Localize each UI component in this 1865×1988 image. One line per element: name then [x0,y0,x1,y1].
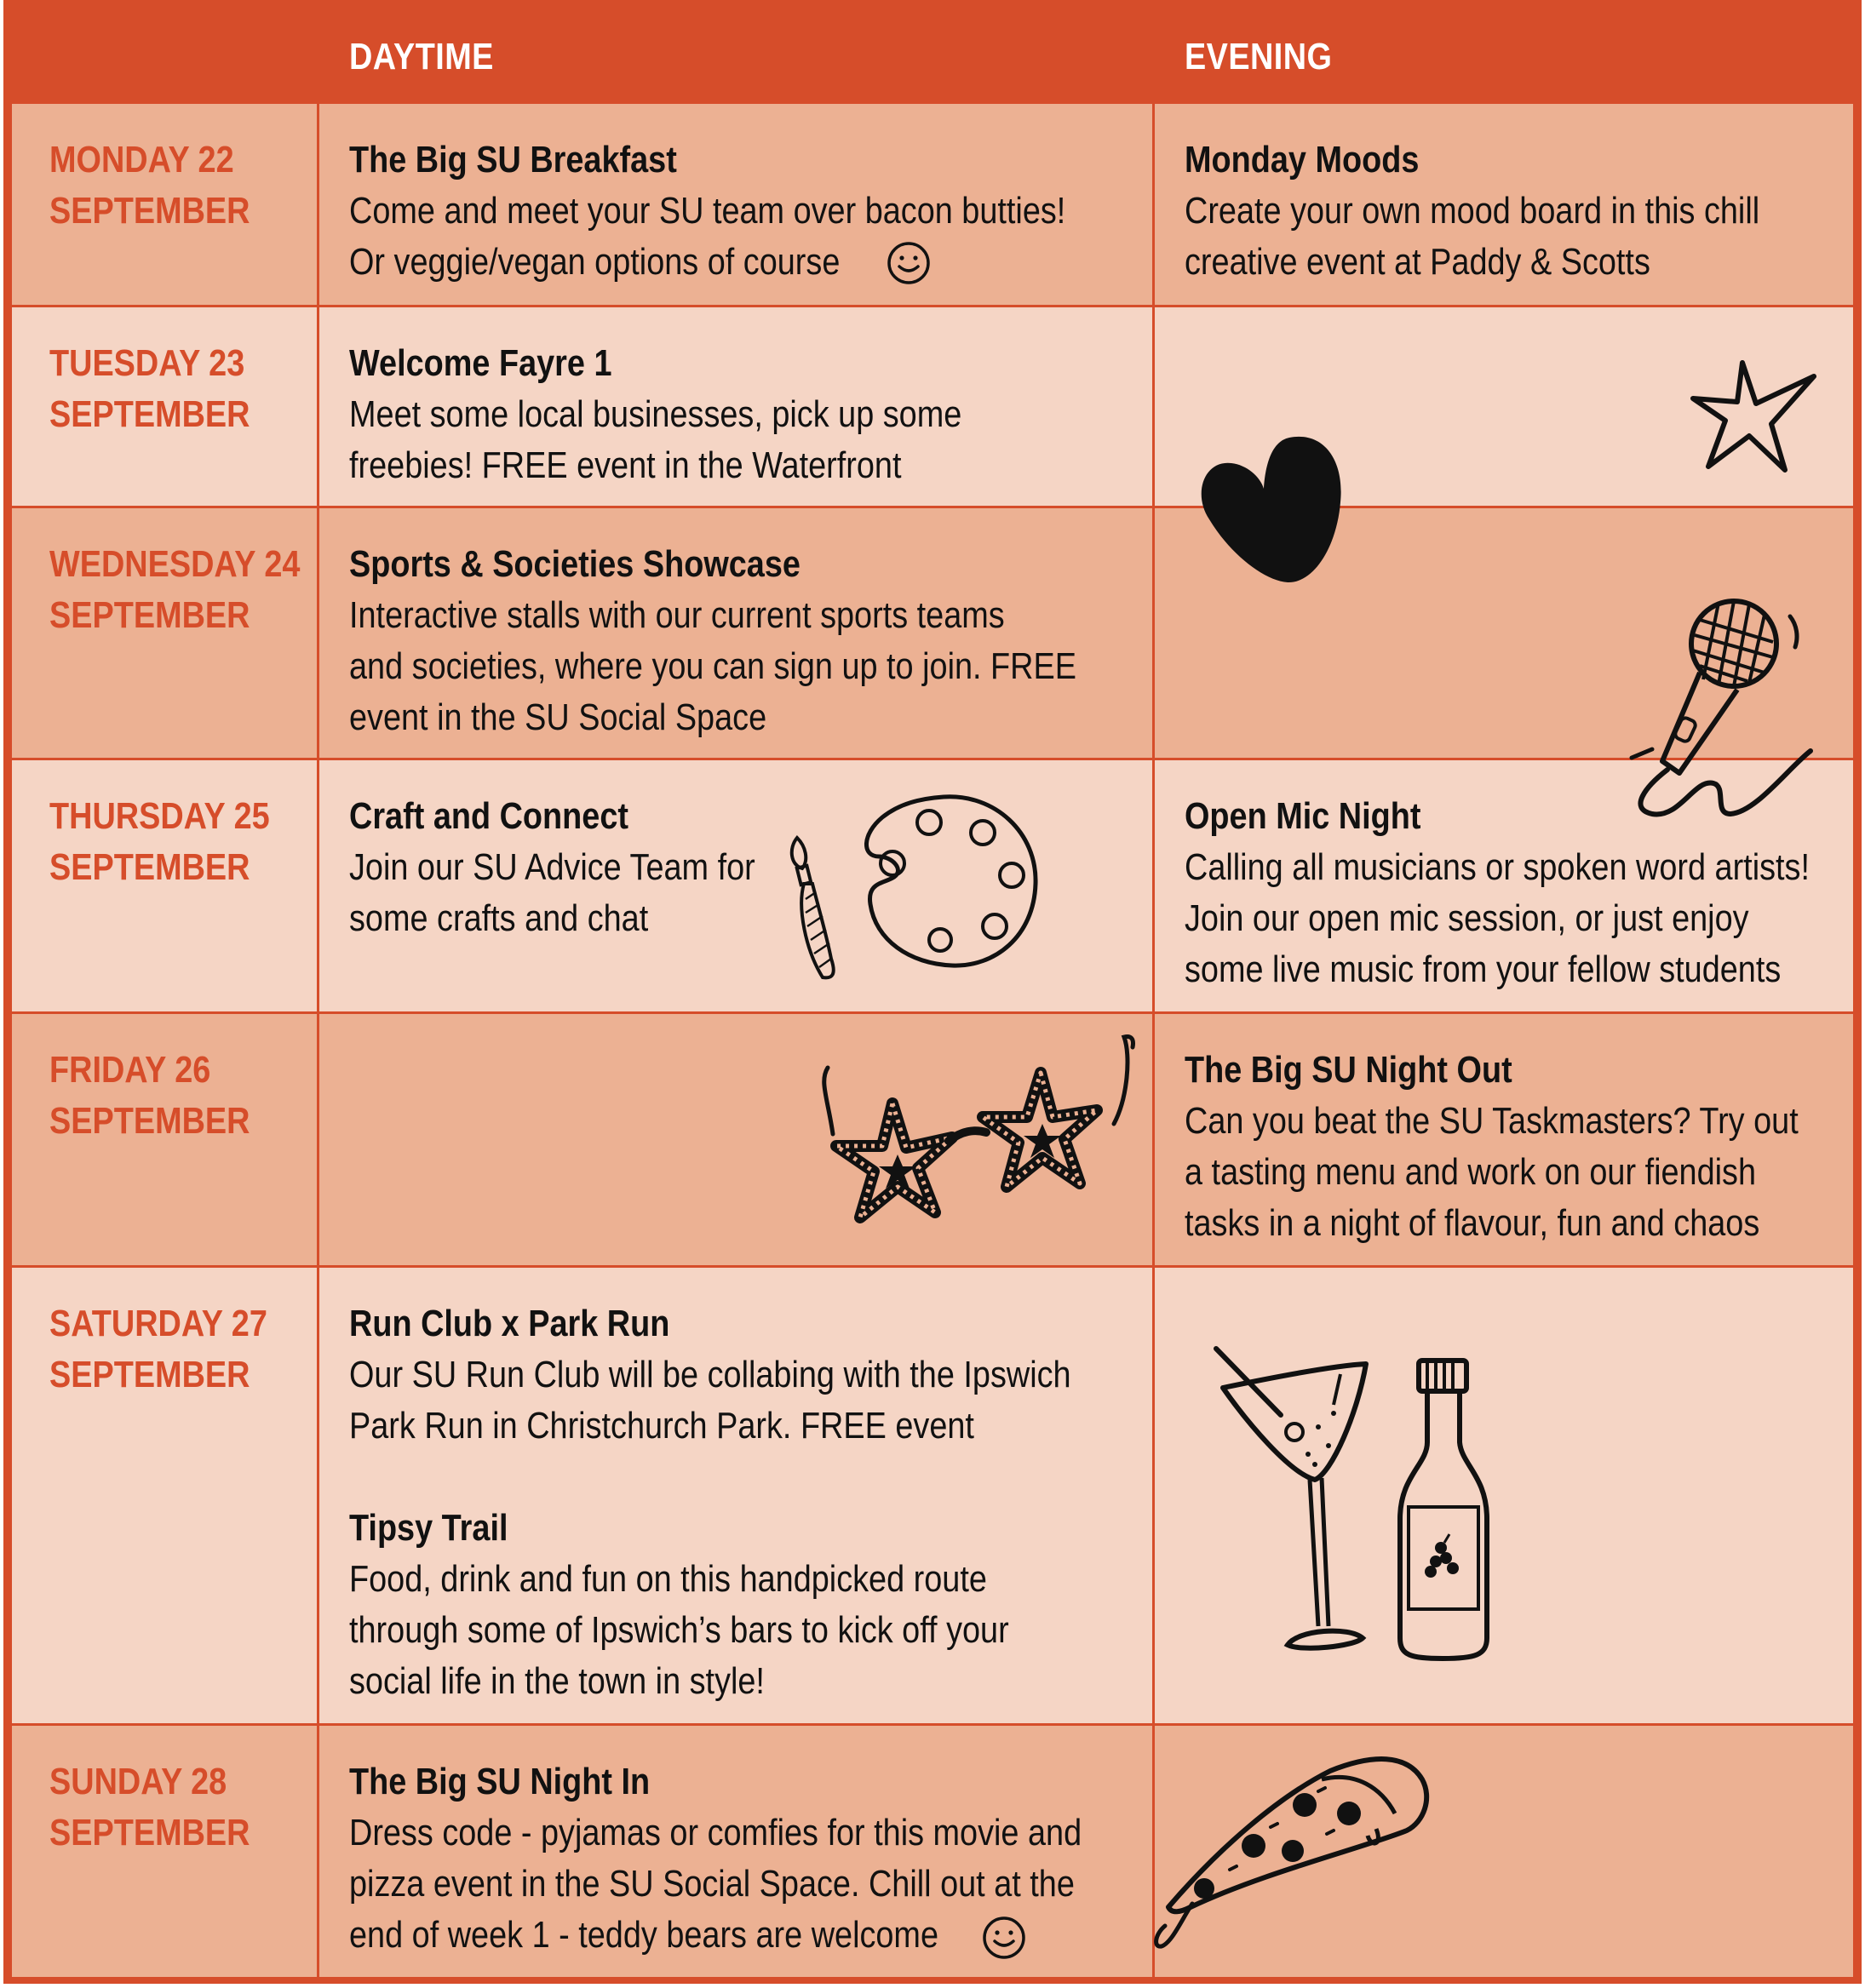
event-title: Sports & Societies Showcase [349,543,801,585]
event-description-line: social life in the town in style! [349,1660,765,1702]
evening-cell [1155,104,1853,305]
event-title: Tipsy Trail [349,1507,508,1549]
star-icon [1690,358,1817,477]
table-row [12,508,317,758]
day-weekday: WEDNESDAY 24 [49,543,301,585]
day-month: SEPTEMBER [49,190,250,232]
event-title: The Big SU Night In [349,1761,651,1802]
event-description-line: Our SU Run Club will be collabing with the Ipswich [349,1354,1071,1395]
table-row [12,1726,317,1977]
smiley-icon [981,1915,1027,1961]
event-description-line: end of week 1 - teddy bears are welcome [349,1914,939,1956]
daytime-header: DAYTIME [349,36,494,77]
table-row [12,307,317,506]
table-row [12,104,317,305]
day-month: SEPTEMBER [49,1812,250,1853]
event-description-line: Meet some local businesses, pick up some [349,393,962,435]
event-description-line: Can you beat the SU Taskmasters? Try out [1185,1100,1799,1142]
event-title: The Big SU Night Out [1185,1049,1512,1091]
event-description-line: a tasting menu and work on our fiendish [1185,1151,1757,1193]
daytime-cell [319,1726,1152,1977]
day-month: SEPTEMBER [49,1354,250,1395]
table-row [12,1014,317,1265]
daytime-cell [319,508,1152,758]
event-description-line: event in the SU Social Space [349,696,767,738]
day-weekday: THURSDAY 25 [49,795,270,837]
event-description-line: Come and meet your SU team over bacon butties! [349,190,1066,232]
cocktail-glass-icon [1213,1345,1383,1660]
event-description-line: through some of Ipswich’s bars to kick off your [349,1609,1009,1651]
day-month: SEPTEMBER [49,1100,250,1142]
event-title: Run Club x Park Run [349,1303,670,1344]
day-weekday: SUNDAY 28 [49,1761,227,1802]
event-title: Monday Moods [1185,139,1420,180]
day-weekday: MONDAY 22 [49,139,234,180]
event-description-line: Calling all musicians or spoken word artists! [1185,846,1810,888]
daytime-cell [319,1268,1152,1723]
palette-icon [858,790,1046,974]
daytime-cell [319,104,1152,305]
event-description-line: Or veggie/vegan options of course [349,241,841,283]
day-month: SEPTEMBER [49,393,250,435]
event-description-line: pizza event in the SU Social Space. Chill out at the [349,1863,1075,1905]
event-description-line: some live music from your fellow students [1185,948,1782,990]
day-weekday: FRIDAY 26 [49,1049,211,1091]
heart-icon [1196,426,1349,587]
event-title: Open Mic Night [1185,795,1421,837]
event-description-line: tasks in a night of flavour, fun and chaos [1185,1202,1760,1244]
wine-bottle-icon [1393,1357,1494,1664]
star-glasses-icon [807,1030,1139,1252]
event-description-line: Join our SU Advice Team for [349,846,755,888]
daytime-cell [319,307,1152,506]
event-title: The Big SU Breakfast [349,139,677,180]
pizza-slice-icon [1151,1745,1432,1951]
event-description-line: freebies! FREE event in the Waterfront [349,444,902,486]
paintbrush-icon [780,831,848,984]
event-description-line: Park Run in Christchurch Park. FREE event [349,1405,974,1447]
evening-cell [1155,1014,1853,1265]
day-month: SEPTEMBER [49,846,250,888]
evening-header: EVENING [1185,36,1333,77]
smiley-icon [886,240,932,286]
microphone-icon [1628,591,1824,829]
event-title: Craft and Connect [349,795,628,837]
event-description-line: Join our open mic session, or just enjoy [1185,897,1749,939]
day-month: SEPTEMBER [49,594,250,636]
table-row [12,760,317,1011]
day-weekday: SATURDAY 27 [49,1303,267,1344]
event-title: Welcome Fayre 1 [349,342,612,384]
event-description-line: and societies, where you can sign up to join. FREE [349,645,1076,687]
event-description-line: Create your own mood board in this chill [1185,190,1760,232]
event-description-line: some crafts and chat [349,897,649,939]
event-description-line: Interactive stalls with our current sports teams [349,594,1005,636]
event-description-line: Food, drink and fun on this handpicked route [349,1558,987,1600]
event-description-line: creative event at Paddy & Scotts [1185,241,1650,283]
day-weekday: TUESDAY 23 [49,342,245,384]
table-row [12,1268,317,1723]
event-description-line: Dress code - pyjamas or comfies for this movie and [349,1812,1082,1853]
